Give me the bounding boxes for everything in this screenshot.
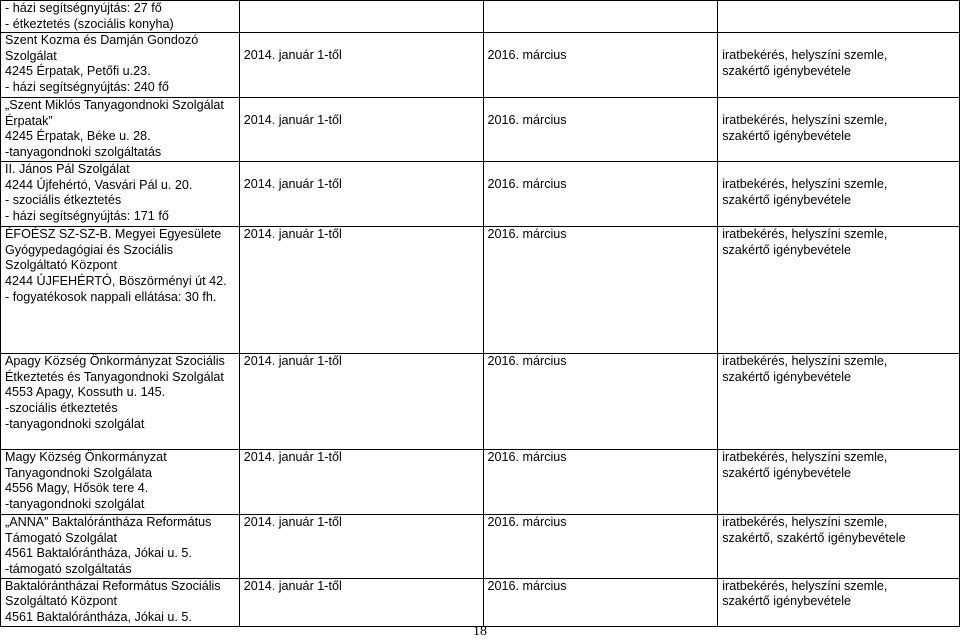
provider-line: „Szent Miklós Tanyagondnoki Szolgálat Érpatak” <box>5 98 224 128</box>
method-line: iratbekérés, helyszíni szemle, <box>722 177 888 192</box>
method-cell <box>718 162 960 227</box>
method-line: szakértő igénybevétele <box>722 63 852 78</box>
deadline-cell: 2016. március <box>483 98 718 162</box>
method-line: szakértő, szakértő igénybevétele <box>722 530 906 545</box>
provider-line: Baktalórántházai Református Szociális Szolgáltató Központ <box>5 578 221 609</box>
provider-line: - fogyatékosok nappali ellátása: 30 fh. <box>5 289 217 304</box>
method-cell <box>718 515 960 578</box>
start-cell: 2014. január 1-től <box>239 33 483 98</box>
method-line: iratbekérés, helyszíni szemle, <box>722 450 888 465</box>
method-line: szakértő igénybevétele <box>722 192 852 207</box>
provider-cell <box>1 33 240 98</box>
method-line: szakértő igénybevétele <box>722 128 852 143</box>
table-row <box>1 450 960 515</box>
method-cell <box>718 227 960 354</box>
table-row <box>1 578 960 626</box>
method-cell <box>718 98 960 162</box>
provider-line: Gyógypedagógiai és Szociális Szolgáltató Központ <box>5 242 174 273</box>
provider-cell <box>1 98 240 162</box>
provider-cell <box>1 227 240 354</box>
provider-cell <box>1 450 240 515</box>
table-row <box>1 162 960 227</box>
provider-line: 4561 Baktalórántháza, Jókai u. 5. <box>5 609 192 624</box>
provider-cell <box>1 162 240 227</box>
method-line: szakértő igénybevétele <box>722 594 852 609</box>
start-cell: 2014. január 1-től <box>239 450 483 515</box>
table-row <box>1 354 960 450</box>
provider-cell <box>1 578 240 626</box>
method-line: iratbekérés, helyszíni szemle, <box>722 227 888 242</box>
table-row <box>1 33 960 98</box>
provider-line: Magy Község Önkormányzat Tanyagondnoki Szolgálata <box>5 450 167 480</box>
provider-cell <box>1 515 240 578</box>
provider-line: -támogató szolgáltatás <box>5 561 132 576</box>
provider-line: Szent Kozma és Damján Gondozó Szolgálat <box>5 33 199 63</box>
method-cell <box>718 578 960 626</box>
table-row <box>1 98 960 162</box>
provider-line: 4245 Érpatak, Petőfi u.23. <box>5 64 151 79</box>
provider-line: 4553 Apagy, Kossuth u. 145. <box>5 385 166 400</box>
deadline-cell: 2016. március <box>483 162 718 227</box>
deadline-cell: 2016. március <box>483 515 718 578</box>
deadline-cell: 2016. március <box>483 450 718 515</box>
method-line: iratbekérés, helyszíni szemle, <box>722 578 888 593</box>
start-cell: 2014. január 1-től <box>239 515 483 578</box>
deadline-cell: 2016. március <box>483 354 718 450</box>
start-cell: 2014. január 1-től <box>239 578 483 626</box>
provider-line: 4561 Baktalórántháza, Jókai u. 5. <box>5 546 192 561</box>
method-cell <box>718 33 960 98</box>
method-cell <box>718 450 960 515</box>
deadline-cell: 2016. március <box>483 33 718 98</box>
method-line: szakértő igénybevétele <box>722 242 852 257</box>
provider-line: -tanyagondnoki szolgálat <box>5 496 145 511</box>
provider-line: -tanyagondnoki szolgálat <box>5 416 145 431</box>
deadline-cell <box>483 1 718 33</box>
provider-line: 4244 ÚJFEHÉRTÓ, Böszörményi út 42. <box>5 273 227 288</box>
provider-line: „ANNA” Baktalórántháza Református Támogató Szolgálat <box>5 515 212 545</box>
provider-line: ÉFOÉSZ SZ-SZ-B. Megyei Egyesülete <box>5 227 222 242</box>
method-line: iratbekérés, helyszíni szemle, <box>722 48 888 63</box>
provider-line: Apagy Község Önkormányzat Szociális Étkeztetés és Tanyagondnoki Szolgálat <box>5 354 225 384</box>
method-line: iratbekérés, helyszíni szemle, <box>722 515 888 530</box>
provider-line: -szociális étkeztetés <box>5 400 118 415</box>
provider-line: 4244 Újfehértó, Vasvári Pál u. 20. <box>5 177 193 192</box>
start-cell <box>239 1 483 33</box>
method-line: iratbekérés, helyszíni szemle, <box>722 113 888 128</box>
method-line: szakértő igénybevétele <box>722 465 852 480</box>
method-line: iratbekérés, helyszíni szemle, <box>722 354 888 369</box>
provider-cell <box>1 354 240 450</box>
provider-line: 4245 Érpatak, Béke u. 28. <box>5 129 151 144</box>
table-row <box>1 1 960 33</box>
provider-cell <box>1 1 240 33</box>
deadline-cell: 2016. március <box>483 227 718 354</box>
provider-line: - házi segítségnyújtás: 27 fő <box>5 1 162 15</box>
provider-line: -tanyagondnoki szolgáltatás <box>5 144 162 159</box>
page-number: 18 <box>473 624 487 639</box>
start-cell: 2014. január 1-től <box>239 227 483 354</box>
provider-line: - házi segítségnyújtás: 171 fő <box>5 208 169 223</box>
method-cell <box>718 1 960 33</box>
table-row <box>1 515 960 578</box>
method-cell <box>718 354 960 450</box>
provider-line: - szociális étkeztetés <box>5 193 122 208</box>
start-cell: 2014. január 1-től <box>239 162 483 227</box>
deadline-cell: 2016. március <box>483 578 718 626</box>
start-cell: 2014. január 1-től <box>239 98 483 162</box>
provider-line: - házi segítségnyújtás: 240 fő <box>5 79 169 94</box>
start-cell: 2014. január 1-től <box>239 354 483 450</box>
method-line: szakértő igénybevétele <box>722 369 852 384</box>
provider-line: - étkeztetés (szociális konyha) <box>5 16 174 31</box>
provider-line: II. János Pál Szolgálat <box>5 162 130 177</box>
provider-line: 4556 Magy, Hősök tere 4. <box>5 481 149 496</box>
table-row <box>1 227 960 354</box>
